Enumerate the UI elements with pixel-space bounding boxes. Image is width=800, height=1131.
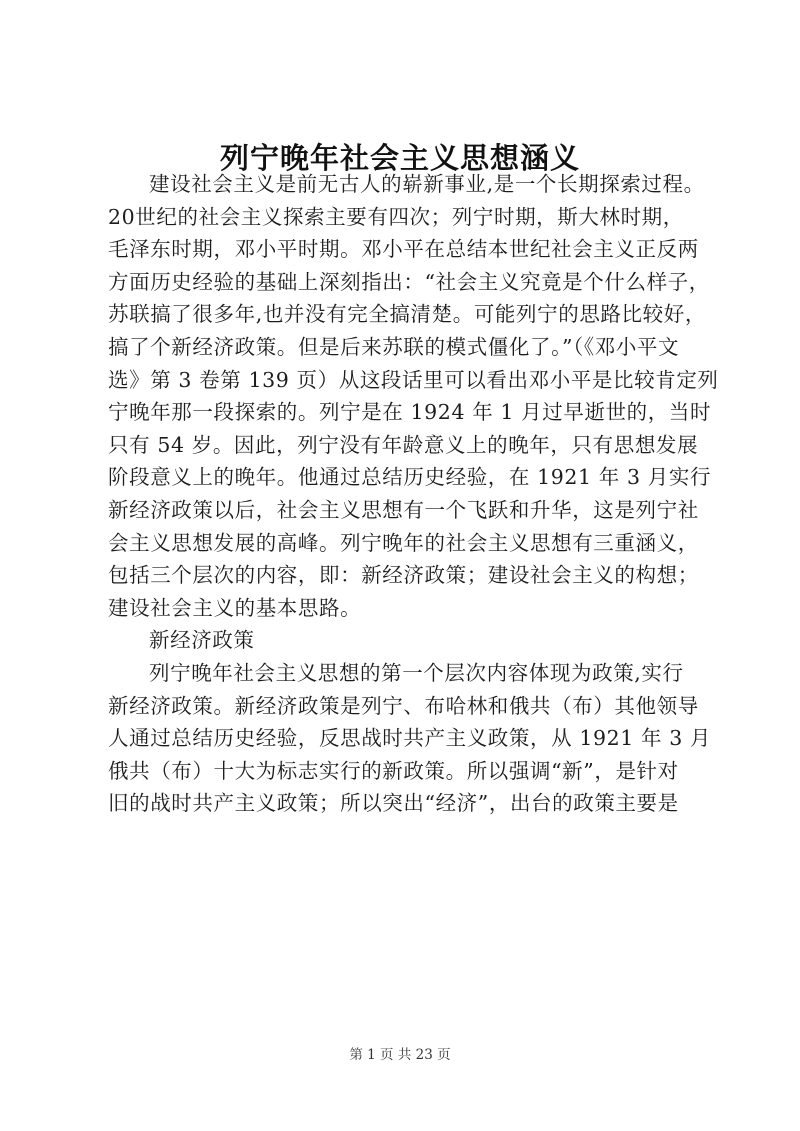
text-line: 新经济政策以后，社会主义思想有一个飞跃和升华，这是列宁社 [108, 497, 699, 522]
text-line: 苏联搞了很多年,也并没有完全搞清楚。可能列宁的思路比较好， [108, 302, 706, 327]
text-line: 新经济政策。新经济政策是列宁、布哈林和俄共（布）其他领导 [108, 693, 699, 718]
text-line: 阶段意义上的晚年。他通过总结历史经验，在 1921 年 3 月实行 [108, 465, 712, 490]
text-line: 毛泽东时期，邓小平时期。邓小平在总结本世纪社会主义正反两 [108, 237, 699, 262]
section-heading: 新经济政策 [149, 628, 255, 653]
text-line: 会主义思想发展的高峰。列宁晚年的社会主义思想有三重涵义， [108, 530, 699, 555]
text-line: 方面历史经验的基础上深刻指出：“社会主义究竟是个什么样子， [108, 269, 710, 294]
text-line: 包括三个层次的内容，即：新经济政策；建设社会主义的构想； [108, 563, 699, 588]
text-line: 只有 54 岁。因此，列宁没有年龄意义上的晚年，只有思想发展 [108, 432, 699, 457]
text-line: 选》第 3 卷第 139 页）从这段话里可以看出邓小平是比较肯定列 [108, 367, 719, 392]
text-line: 列宁晚年社会主义思想的第一个层次内容体现为政策,实行 [149, 660, 684, 685]
text-line: 搞了个新经济政策。但是后来苏联的模式僵化了。”（《邓小平文 [108, 334, 680, 359]
text-line: 俄共（布）十大为标志实行的新政策。所以强调“新”，是针对 [108, 758, 679, 783]
text-line: 20世纪的社会主义探索主要有四次；列宁时期，斯大林时期， [108, 204, 684, 229]
text-line: 建设社会主义的基本思路。 [108, 595, 362, 620]
document-body [108, 168, 719, 820]
text-line: 建设社会主义是前无古人的崭新事业,是一个长期探索过程。 [149, 172, 705, 196]
page-indicator: 第 1 页 共 23 页 [349, 1047, 451, 1063]
text-line: 旧的战时共产主义政策；所以突出“经济”，出台的政策主要是 [108, 791, 679, 816]
text-line: 人通过总结历史经验，反思战时共产主义政策，从 1921 年 3 月 [108, 726, 712, 751]
text-line: 宁晚年那一段探索的。列宁是在 1924 年 1 月过早逝世的，当时 [108, 400, 712, 425]
document-title: 列宁晚年社会主义思想涵义 [219, 141, 580, 175]
